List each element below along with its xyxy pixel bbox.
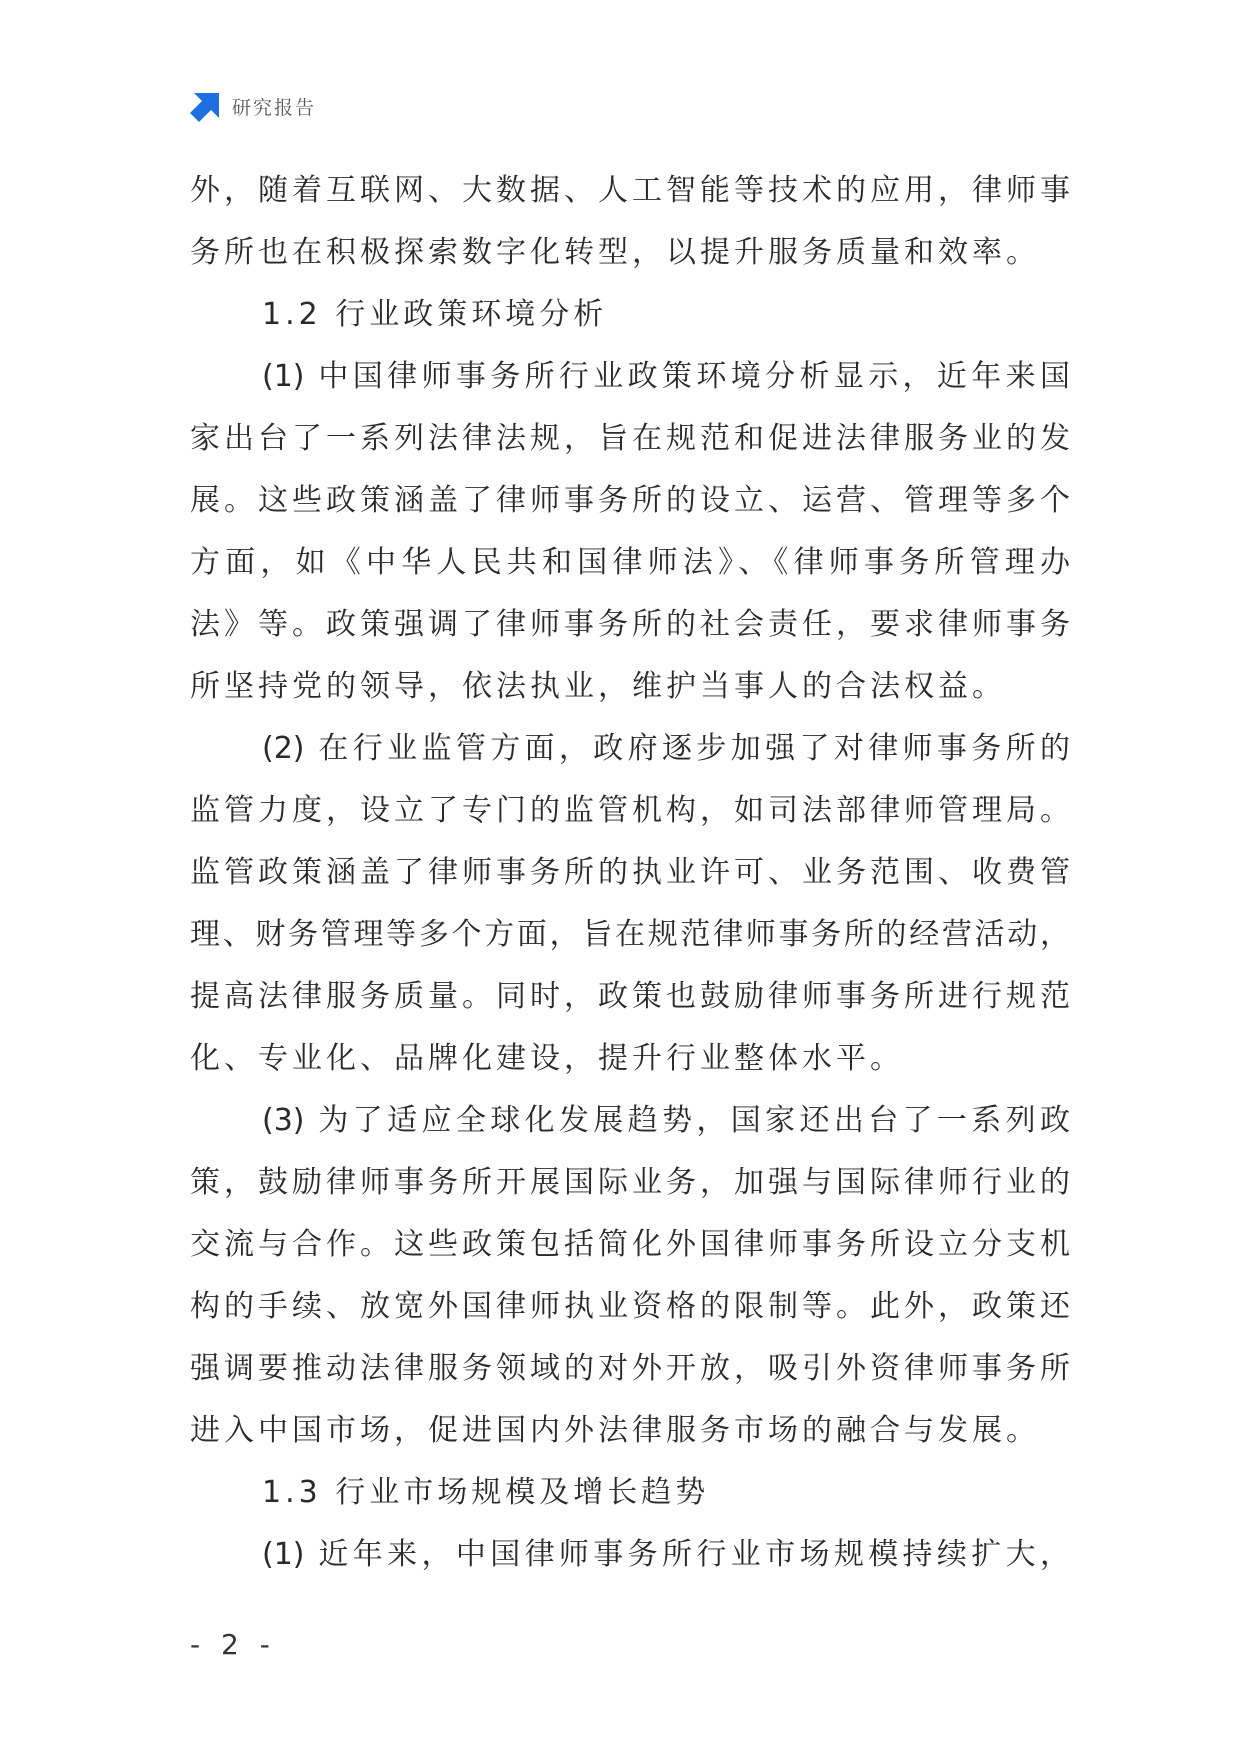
page-number: - 2 - xyxy=(190,1628,276,1661)
text-line: 方面，如《中华人民共和国律师法》、《律师事务所管理办 xyxy=(190,545,1070,580)
text-line: (3) 为了适应全球化发展趋势，国家还出台了一系列政 xyxy=(262,1103,1070,1138)
text-line: 理、财务管理等多个方面，旨在规范律师事务所的经营活动， xyxy=(190,917,1070,952)
text-line: 法》等。政策强调了律师事务所的社会责任，要求律师事务 xyxy=(190,607,1070,642)
text-line: (2) 在行业监管方面，政府逐步加强了对律师事务所的 xyxy=(262,731,1070,766)
text-line: 提高法律服务质量。同时，政策也鼓励律师事务所进行规范 xyxy=(190,979,1070,1014)
text-line: 交流与合作。这些政策包括简化外国律师事务所设立分支机 xyxy=(190,1227,1070,1262)
text-line: 展。这些政策涵盖了律师事务所的设立、运营、管理等多个 xyxy=(190,483,1070,518)
text-line: 外，随着互联网、大数据、人工智能等技术的应用，律师事 xyxy=(190,173,1070,208)
text-line: 所坚持党的领导，依法执业，维护当事人的合法权益。 xyxy=(190,669,1006,704)
arrow-up-right-icon xyxy=(190,90,222,122)
text-line: 家出台了一系列法律法规，旨在规范和促进法律服务业的发 xyxy=(190,421,1070,456)
text-line: 化、专业化、品牌化建设，提升行业整体水平。 xyxy=(190,1041,904,1076)
page-header xyxy=(190,88,316,124)
text-line: 务所也在积极探索数字化转型，以提升服务质量和效率。 xyxy=(190,235,1040,270)
text-line: 构的手续、放宽外国律师执业资格的限制等。此外，政策还 xyxy=(190,1289,1070,1324)
document-body xyxy=(190,160,1070,1586)
header-title: 研究报告 xyxy=(232,96,317,119)
text-line: 监管力度，设立了专门的监管机构，如司法部律师管理局。 xyxy=(190,793,1070,828)
text-line: 1.3 行业市场规模及增长趋势 xyxy=(262,1475,710,1510)
text-line: 策，鼓励律师事务所开展国际业务，加强与国际律师行业的 xyxy=(190,1165,1070,1200)
text-line: 强调要推动法律服务领域的对外开放，吸引外资律师事务所 xyxy=(190,1351,1070,1386)
text-line: 1.2 行业政策环境分析 xyxy=(262,297,608,332)
text-line: 监管政策涵盖了律师事务所的执业许可、业务范围、收费管 xyxy=(190,855,1070,890)
text-line: (1) 近年来，中国律师事务所行业市场规模持续扩大， xyxy=(262,1537,1070,1572)
text-line: 进入中国市场，促进国内外法律服务市场的融合与发展。 xyxy=(190,1413,1040,1448)
text-line: (1) 中国律师事务所行业政策环境分析显示，近年来国 xyxy=(262,359,1070,394)
